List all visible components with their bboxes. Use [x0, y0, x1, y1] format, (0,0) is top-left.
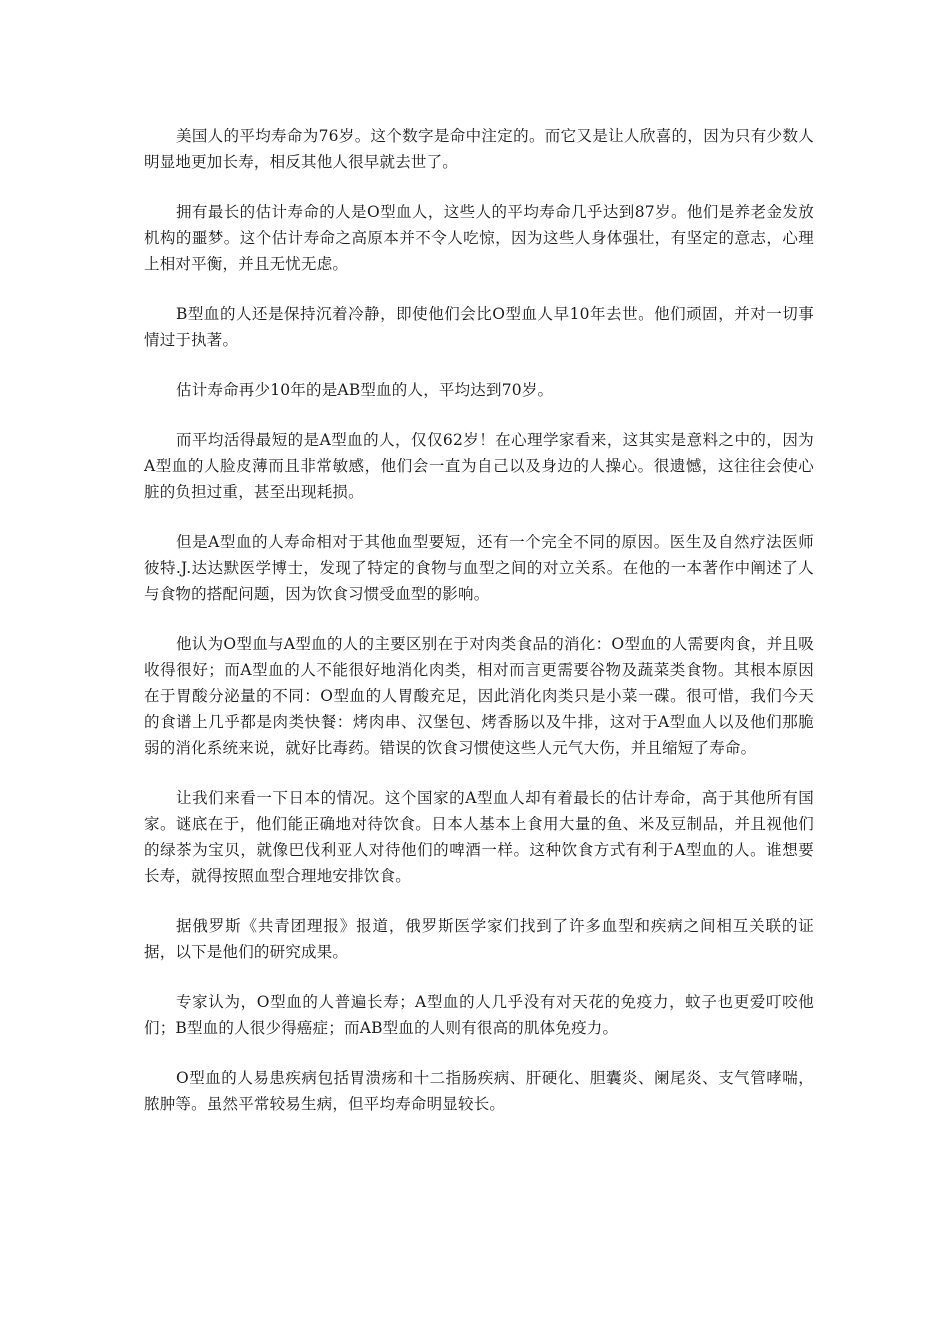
paragraph-3: B型血的人还是保持沉着冷静，即使他们会比O型血人早10年去世。他们顽固，并对一切事情过于执著。	[144, 305, 814, 349]
document-body	[144, 123, 814, 1141]
paragraph-5: 而平均活得最短的是A型血的人，仅仅62岁！在心理学家看来，这其实是意料之中的，因为A型血的人脸皮薄而且非常敏感，他们会一直为自己以及身边的人操心。很遗憾，这往往会使心脏的负担过重，甚至出现耗损。	[144, 431, 814, 501]
paragraph-7: 他认为O型血与A型血的人的主要区别在于对肉类食品的消化：O型血的人需要肉食，并且吸收得很好；而A型血的人不能很好地消化肉类，相对而言更需要谷物及蔬菜类食物。其根本原因在于胃酸分泌量的不同：O型血的人胃酸充足，因此消化肉类只是小菜一碟。很可惜，我们今天的食谱上几乎都是肉类快餐：烤肉串、汉堡包、烤香肠以及牛排，这对于A型血人以及他们那脆弱的消化系统来说，就好比毒药。错误的饮食习惯使这些人元气大伤，并且缩短了寿命。	[144, 635, 814, 757]
paragraph-11: O型血的人易患疾病包括胃溃疡和十二指肠疾病、肝硬化、胆囊炎、阑尾炎、支气管哮喘，脓肿等。虽然平常较易生病，但平均寿命明显较长。	[144, 1069, 814, 1113]
paragraph-8: 让我们来看一下日本的情况。这个国家的A型血人却有着最长的估计寿命，高于其他所有国家。谜底在于，他们能正确地对待饮食。日本人基本上食用大量的鱼、米及豆制品，并且视他们的绿茶为宝贝，就像巴伐利亚人对待他们的啤酒一样。这种饮食方式有利于A型血的人。谁想要长寿，就得按照血型合理地安排饮食。	[144, 789, 814, 885]
paragraph-9: 据俄罗斯《共青团理报》报道，俄罗斯医学家们找到了许多血型和疾病之间相互关联的证据，以下是他们的研究成果。	[144, 917, 814, 961]
paragraph-4: 估计寿命再少10年的是AB型血的人，平均达到70岁。	[176, 381, 554, 399]
paragraph-6: 但是A型血的人寿命相对于其他血型要短，还有一个完全不同的原因。医生及自然疗法医师彼特.J.达达默医学博士，发现了特定的食物与血型之间的对立关系。在他的一本著作中阐述了人与食物的搭配问题，因为饮食习惯受血型的影响。	[144, 533, 814, 603]
paragraph-1: 美国人的平均寿命为76岁。这个数字是命中注定的。而它又是让人欣喜的，因为只有少数人明显地更加长寿，相反其他人很早就去世了。	[144, 127, 814, 171]
paragraph-10: 专家认为，O型血的人普遍长寿；A型血的人几乎没有对天花的免疫力，蚊子也更爱叮咬他们；B型血的人很少得癌症；而AB型血的人则有很高的肌体免疫力。	[144, 993, 814, 1037]
paragraph-2: 拥有最长的估计寿命的人是O型血人，这些人的平均寿命几乎达到87岁。他们是养老金发放机构的噩梦。这个估计寿命之高原本并不令人吃惊，因为这些人身体强壮，有坚定的意志，心理上相对平衡，并且无忧无虑。	[144, 203, 814, 273]
